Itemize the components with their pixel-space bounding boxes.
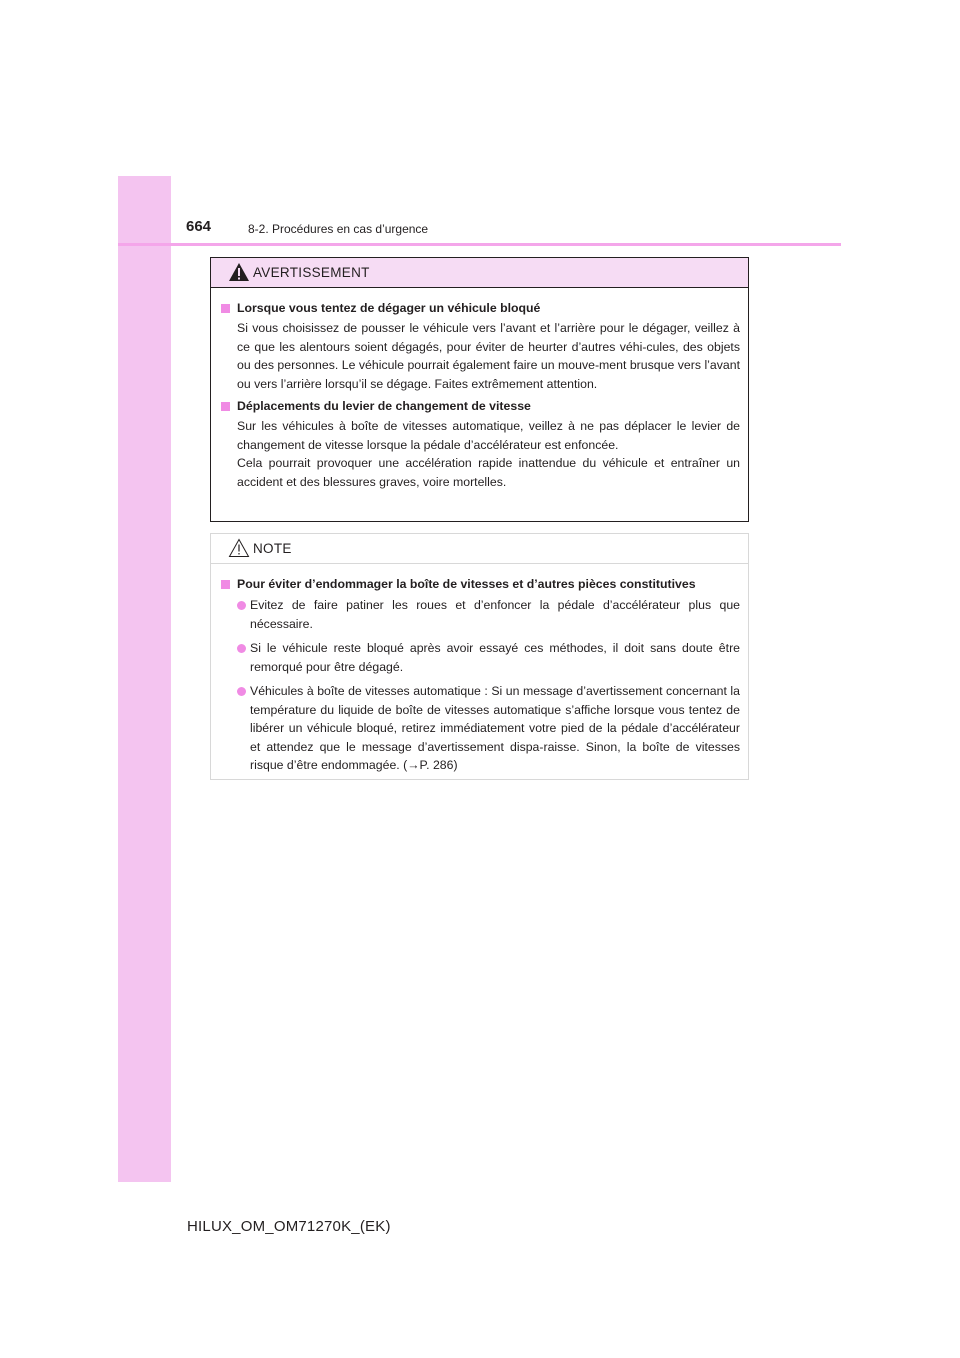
warning-item-title: Déplacements du levier de changement de vitesse [219, 398, 740, 415]
note-bullet: Evitez de faire patiner les roues et d’enfoncer la pédale d’accélérateur plus que nécessaire. [219, 596, 740, 633]
square-bullet-icon [221, 580, 230, 589]
round-bullet-icon [237, 601, 246, 610]
note-label: NOTE [253, 541, 292, 556]
round-bullet-icon [237, 644, 246, 653]
square-bullet-icon [221, 304, 230, 313]
document-code: HILUX_OM_OM71270K_(EK) [187, 1218, 391, 1235]
warning-paragraph: Si vous choisissez de pousser le véhicule vers l’avant et l’arrière pour le dégager, veillez à ce que les alentours soient dégagés, pour éviter de heurter d’autres véhi-cules, des objets ou des personnes. Le véhicule pourrait également faire un mouve-ment brusque vers l’avant ou vers l’arrière lorsqu’il se dégage. Faites extrêmement attention. [237, 321, 740, 391]
warning-paragraph: Sur les véhicules à boîte de vitesses automatique, veillez à ne pas déplacer le levier de changement de vitesse lorsque la pédale d’accélérateur est enfoncée. [237, 419, 740, 452]
note-bullet: Véhicules à boîte de vitesses automatique : Si un message d’avertissement concernant la température du liquide de boîte de vitesses automatique s’affiche lorsque vous tentez de libérer un véhicule bloqué, retirez immédiatement votre pied de la pédale d’accélérateur et attendez que le message d’avertissement dispa-raisse. Sinon, la boîte de vitesses risque d’être endommagée. (→P. 286) [219, 682, 740, 775]
page-number: 664 [186, 218, 212, 235]
warning-header [211, 258, 748, 288]
note-item-title: Pour éviter d’endommager la boîte de vitesses et d’autres pièces constitutives [219, 576, 740, 593]
header-rule [118, 243, 841, 246]
round-bullet-icon [237, 687, 246, 696]
warning-paragraph: Cela pourrait provoquer une accélération rapide inattendue du véhicule et entraîner un accident et des blessures graves, voire mortelles. [237, 456, 740, 489]
section-title: 8-2. Procédures en cas d’urgence [248, 222, 429, 236]
warning-triangle-filled-icon [228, 262, 250, 282]
note-box [210, 533, 749, 780]
side-tab-bar [118, 176, 171, 1182]
square-bullet-icon [221, 402, 230, 411]
warning-label: AVERTISSEMENT [253, 265, 370, 280]
warning-box [210, 257, 749, 522]
warning-item-title: Lorsque vous tentez de dégager un véhicule bloqué [219, 300, 740, 317]
warning-triangle-outline-icon [228, 538, 250, 558]
note-header [211, 534, 748, 564]
note-bullet: Si le véhicule reste bloqué après avoir essayé ces méthodes, il doit sans doute être remorqué pour être dégagé. [219, 639, 740, 676]
